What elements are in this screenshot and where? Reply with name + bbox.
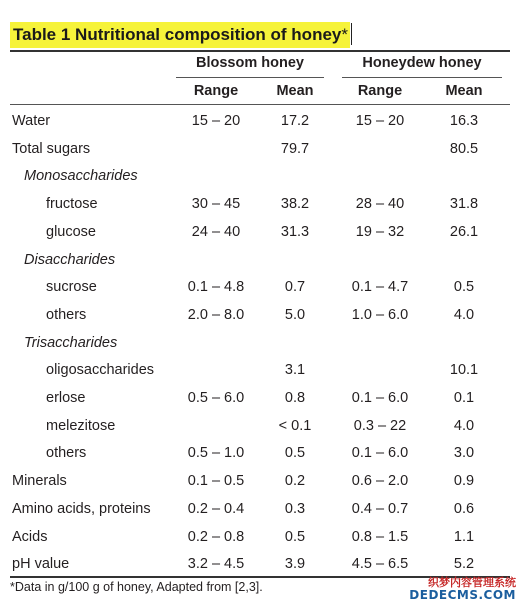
table-row — [10, 412, 510, 440]
blossom-range-cell: 24 – 40 — [191, 223, 241, 240]
table-row — [10, 356, 510, 384]
row-label: Total sugars — [12, 140, 91, 157]
row-label: Disaccharides — [24, 251, 116, 268]
watermark — [409, 576, 516, 602]
table-row — [10, 523, 510, 551]
table-row — [10, 107, 510, 135]
blossom-mean-cell: 5.0 — [284, 306, 306, 323]
honeydew-range-cell: 0.1 – 4.7 — [351, 279, 409, 296]
honeydew-range-cell — [340, 162, 420, 190]
table-row — [10, 384, 510, 412]
table-title — [10, 22, 350, 48]
honeydew-range-cell — [340, 135, 420, 163]
honeydew-mean-cell: 4.0 — [453, 417, 475, 434]
blossom-range-cell: 0.5 – 1.0 — [187, 445, 245, 462]
honeydew-mean-cell: 0.9 — [453, 473, 475, 490]
row-label: melezitose — [46, 417, 116, 434]
table-row — [10, 162, 510, 190]
table-row — [10, 218, 510, 246]
honeydew-range-cell: 19 – 32 — [355, 223, 405, 240]
table-row — [10, 329, 510, 357]
honeydew-mean-cell: 4.0 — [453, 306, 475, 323]
blossom-range-cell: 0.5 – 6.0 — [187, 390, 245, 406]
blossom-mean-cell: 0.3 — [284, 500, 306, 517]
blossom-mean-cell: 3.9 — [284, 556, 306, 573]
table-row — [10, 273, 510, 301]
honeydew-range-cell: 28 – 40 — [355, 196, 405, 213]
honeydew-mean-cell: 5.2 — [453, 556, 475, 573]
blossom-mean-cell: 3.1 — [284, 362, 306, 379]
blossom-range-cell — [178, 135, 254, 163]
table-title-text: Table 1 Nutritional composition of honey — [13, 25, 342, 44]
row-label: oligosaccharides — [46, 362, 155, 379]
watermark-en: DEDECMS.COM — [409, 588, 516, 602]
table-footnote: *Data in g/100 g of honey, Adapted from [2,3]. — [10, 580, 263, 594]
blossom-mean-cell: 0.8 — [284, 390, 306, 406]
blossom-mean-cell: 31.3 — [280, 223, 310, 240]
blossom-mean-cell — [262, 329, 328, 357]
blossom-underline — [176, 77, 324, 78]
blossom-range-cell — [178, 356, 254, 384]
honeydew-range-cell: 4.5 – 6.5 — [351, 556, 409, 573]
honeydew-underline — [342, 77, 502, 78]
table-row — [10, 467, 510, 495]
table-row — [10, 301, 510, 329]
row-label: Amino acids, proteins — [12, 500, 151, 517]
header-blossom-range: Range — [193, 83, 239, 99]
blossom-mean-cell — [262, 162, 328, 190]
header-blossom-mean: Mean — [276, 83, 314, 99]
honeydew-mean-cell — [428, 162, 500, 190]
honeydew-mean-cell: 0.6 — [453, 500, 475, 517]
row-label: Monosaccharides — [24, 168, 138, 185]
table-row — [10, 439, 510, 467]
honeydew-range-cell: 0.6 – 2.0 — [351, 473, 409, 490]
row-label: Minerals — [12, 473, 67, 490]
row-label: Trisaccharides — [24, 334, 118, 351]
row-label: others — [46, 306, 87, 323]
header-blossom-honey: Blossom honey — [196, 55, 304, 71]
blossom-range-cell — [178, 246, 254, 274]
honeydew-range-cell — [340, 329, 420, 357]
row-label: glucose — [46, 223, 96, 240]
title-footnote-mark: * — [341, 25, 348, 44]
honeydew-mean-cell: 31.8 — [449, 196, 479, 213]
blossom-mean-cell — [262, 246, 328, 274]
blossom-range-cell: 0.2 – 0.8 — [187, 528, 245, 545]
row-label: sucrose — [46, 279, 97, 296]
blossom-range-cell — [178, 329, 254, 357]
blossom-mean-cell: 0.2 — [284, 473, 306, 490]
honeydew-range-cell: 0.1 – 6.0 — [351, 390, 409, 406]
blossom-mean-cell: < 0.1 — [278, 417, 312, 434]
row-label: erlose — [46, 390, 86, 406]
blossom-mean-cell: 17.2 — [280, 113, 310, 129]
table-row — [10, 550, 510, 578]
blossom-mean-cell: 38.2 — [280, 196, 310, 213]
blossom-range-cell — [178, 162, 254, 190]
blossom-range-cell: 15 – 20 — [191, 113, 241, 129]
honeydew-range-cell: 1.0 – 6.0 — [351, 306, 409, 323]
header-bottom-rule — [10, 104, 510, 105]
header-honeydew-range: Range — [357, 83, 403, 99]
blossom-range-cell: 0.1 – 0.5 — [187, 473, 245, 490]
honeydew-mean-cell: 26.1 — [449, 223, 479, 240]
header-honeydew-honey: Honeydew honey — [362, 55, 482, 71]
header-honeydew-mean: Mean — [445, 83, 483, 99]
honeydew-range-cell — [340, 246, 420, 274]
blossom-range-cell: 0.2 – 0.4 — [187, 500, 245, 517]
honeydew-mean-cell: 1.1 — [453, 528, 475, 545]
blossom-mean-cell: 0.7 — [284, 279, 306, 296]
honeydew-mean-cell — [428, 329, 500, 357]
blossom-range-cell: 3.2 – 4.5 — [187, 556, 245, 573]
top-rule — [10, 50, 510, 52]
row-label: pH value — [12, 556, 70, 573]
honeydew-mean-cell: 10.1 — [449, 362, 479, 379]
honeydew-mean-cell: 0.1 — [453, 390, 475, 406]
watermark-cn: 织梦内容管理系统 — [428, 576, 516, 589]
blossom-range-cell: 30 – 45 — [191, 196, 241, 213]
blossom-range-cell — [178, 412, 254, 440]
honeydew-mean-cell: 16.3 — [449, 113, 479, 129]
blossom-mean-cell: 79.7 — [280, 140, 310, 157]
blossom-range-cell: 2.0 – 8.0 — [187, 306, 245, 323]
row-label: Water — [12, 113, 51, 129]
table-row — [10, 135, 510, 163]
table-row — [10, 190, 510, 218]
honeydew-range-cell: 0.8 – 1.5 — [351, 528, 409, 545]
row-label: Acids — [12, 528, 48, 545]
row-label: others — [46, 445, 87, 462]
blossom-mean-cell: 0.5 — [284, 445, 306, 462]
honeydew-mean-cell: 3.0 — [453, 445, 475, 462]
honeydew-range-cell: 0.4 – 0.7 — [351, 500, 409, 517]
table-row — [10, 246, 510, 274]
honeydew-mean-cell: 80.5 — [449, 140, 479, 157]
honeydew-mean-cell — [428, 246, 500, 274]
honeydew-range-cell: 15 – 20 — [355, 113, 405, 129]
table-title-wrap — [10, 22, 352, 48]
honeydew-range-cell: 0.1 – 6.0 — [351, 445, 409, 462]
row-label: fructose — [46, 196, 98, 213]
blossom-mean-cell: 0.5 — [284, 528, 306, 545]
honeydew-range-cell: 0.3 – 22 — [353, 417, 407, 434]
text-cursor — [351, 23, 352, 45]
table-row — [10, 495, 510, 523]
honeydew-range-cell — [340, 356, 420, 384]
blossom-range-cell: 0.1 – 4.8 — [187, 279, 245, 296]
honeydew-mean-cell: 0.5 — [453, 279, 475, 296]
